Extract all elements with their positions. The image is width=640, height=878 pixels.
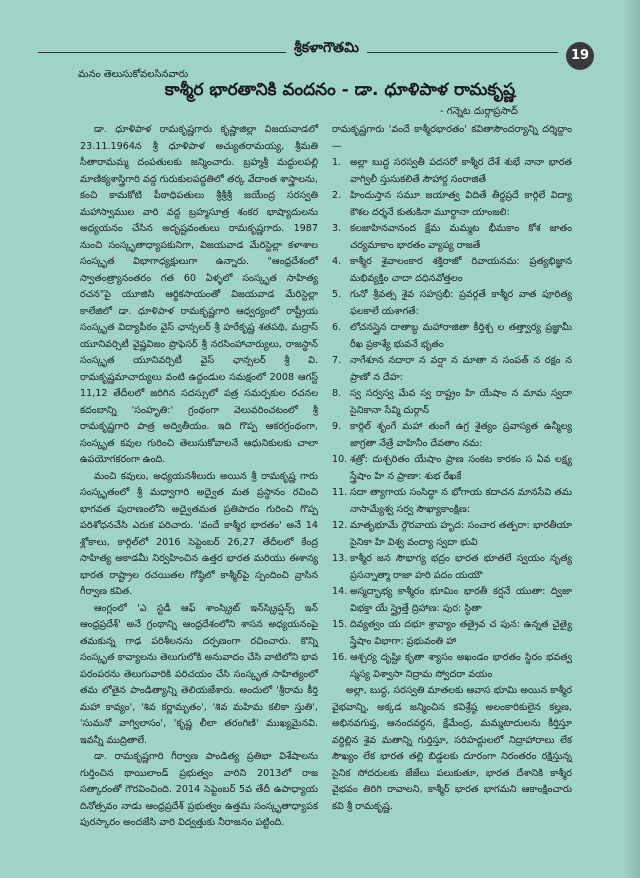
page-header: [38, 40, 598, 64]
verse-text: స్వ సర్వస్వ మేవ స్వ రాష్ట్రం హి యేషాం న మామ స్వదా సైనికానా సేవ్మి దుర్గాన్: [350, 388, 572, 416]
verse-list: [332, 155, 572, 683]
verse-text: శత్రో: దుశ్చరితం యేషాం ప్రాణ సంకట కారకం స ఏవ లక్ష్య స్త్రేషాం హి న ప్రాణా: శుభ రేఖకే: [350, 454, 572, 482]
verse-number: 9.: [332, 421, 342, 432]
verse-number: 13.: [332, 553, 348, 564]
verse-number: 3.: [332, 223, 342, 234]
right-column: [332, 122, 572, 815]
verse-text: అల్లా బుద్ధ సరస్వతీ పదసరో కాశ్మీర దేశే శుభే నానా భారత వాగ్విలీ స్తుసుకలితే సౌహార్ద సంరాజితే: [350, 157, 572, 185]
magazine-title: శ్రీకళాగౌతమి: [286, 40, 367, 59]
verse-text: మాతృభూమే ర్గౌరవాయ హృద: సంచార తత్పరా: భారతీయా సైనికా హి విశ్వ వంద్యా స్వదా భువి: [350, 520, 572, 548]
verse-item: [332, 551, 572, 584]
left-column: [80, 122, 318, 832]
verse-text: హిందుస్తాన సమూ జయాత్వ విదితే తీర్థప్రదే కార్గిలే విద్యా కౌశల దర్శనే కుతుకినా మూర్ధానా యాంజలి:: [350, 190, 572, 218]
paragraph: డా. రామకృష్ణగారి గీర్వాణ పాండిత్య ప్రతిభా విశేషాలను గుర్తించిన థాయిలాండ్ ప్రభుత్వం వారిని 2013లో రాజ సత్కారంతో గౌరవించింది. 2014 సెప్టెంబర్ 5వ తేదీ ఉపాధ్యాయ దినోత్సవం నాడు ఆంధ్రప్రదేశ్ ప్రభుత్వం ఉత్తమ సంస్కృతాధ్యాపక పురస్కారం అందజేసి వారి విద్వత్తుకు నీరాజనం పట్టింది.: [80, 751, 318, 828]
verse-text: కాశ్మీర జన సౌభాగ్య భద్రం భారత భూతలే స్వయం నృత్య ప్రసన్నాత్మా రాజా హరి పదం యయౌ: [350, 553, 572, 581]
verse-item: [332, 617, 572, 650]
verse-item: [332, 320, 572, 353]
verse-item: [332, 287, 572, 320]
article-title: కాశ్మీర భారతానికి వందనం - డా. ధూళిపాళ రామకృష్ణ: [164, 80, 516, 100]
verse-item: [332, 188, 572, 221]
article-byline: - గన్నెట దుర్గాప్రసాద్: [440, 106, 518, 117]
closing-paragraph: అల్లా, బుద్ధ, సరస్వతి మాతలకు ఆవాస భూమి అయిన కాశ్మీర వైభవాన్ని, అక్కడ జన్మించిన కవిశ్రేష్ఠ అలంకారికులైన కల్హణ, అభినవగుప్త, ఆనందవర్ధన, క్షేమేంద్ర, మమ్మటాదులను కీర్తిస్తూ వర్ధిల్లిన శైవ మతాన్ని గుర్తిస్తూ, సరిహద్దులలో నిద్రాహారాలు లేక సౌఖ్యం లేక భారత తల్లి బిడ్డలకు దూరంగా నిరంతరం రక్షిస్తున్న సైనిక సోదరులకు జేజేలు పలుకుతూ, భారత దేశానికి కాశ్మీర వైభవం తిరిగి రావాలని, కాశ్మీర్ భారత భాగమని ఆకాంక్షించారు కవి శ్రీ రామకృష్ణ.: [332, 685, 572, 812]
verse-item: [332, 353, 572, 386]
verse-number: 2.: [332, 190, 342, 201]
verse-item: [332, 584, 572, 617]
verse-number: 12.: [332, 520, 348, 531]
verse-number: 6.: [332, 322, 342, 333]
verse-item: [332, 254, 572, 287]
page-number-badge: 19: [566, 42, 594, 70]
verse-text: దివ్యత్వం య దభూ శ్రావ్యాం తత్రైవ చ పున: ఉన్నత చైత్యై స్త్రేషాం విభాగా: ప్రభువంతి హా: [350, 619, 572, 647]
verse-number: 8.: [332, 388, 342, 399]
verse-item: [332, 650, 572, 683]
verse-text: సదా త్యాగాయ సంసిద్ధా న భోగాయ కదాచన మానసేవి తమ నాసామ్యేశ్వ సర్వ సౌఖ్యాకాంక్షిణ:: [350, 487, 572, 515]
verse-text: కాశ్మీర శైవాలంకార శక్తిరాజో రివాయనమ: ప్రత్యభిజ్ఞాన మభివ్యక్తిం చాదా దధినవోత్తలం: [350, 256, 572, 284]
verse-number: 14.: [332, 586, 348, 597]
page-edge-shadow: [622, 0, 640, 878]
section-kicker: మనం తెలుసుకోవలసినవారు: [78, 69, 189, 80]
verse-number: 15.: [332, 619, 348, 630]
verse-item: [332, 452, 572, 485]
verse-number: 16.: [332, 652, 348, 663]
verse-text: గునో శ్రీవత్స శైవ సహస్రభీ: ప్రవర్గతే కాశ్మీర వాత పూరిత్య ఫలకాలే యశాగతే:: [350, 289, 572, 317]
verse-text: కార్గిల్ శృంగే మహా తుంగే ఉగ్ర శైత్యం ప్రవాస్యత ఉన్మీల్య జాగ్రతా నేత్రే వాహినీం దేవతాం నమ:: [350, 421, 572, 449]
verse-number: 7.: [332, 355, 342, 366]
verse-item: [332, 221, 572, 254]
verse-text: నాగేశూన నదారా న వర్షా న మాతా న సంపత్ న రక్షం న ప్రాణో న దేహ:: [350, 355, 572, 383]
verse-number: 5.: [332, 289, 342, 300]
verse-text: అస్మద్భాభ్య కాశ్మీరం భూమిం భారతీ కర్షనే యుతా: ద్విజా విభక్తా యే స్త్రైత్తే ద్రిహాణ: పుర: స్థితా: [350, 586, 572, 614]
verse-number: 4.: [332, 256, 342, 267]
verse-item: [332, 518, 572, 551]
verse-text: లోచనస్తైన దాతాబ్ధ మహారాజితా కీర్తిశ్చ ల తత్త్వార్య ప్రజ్ఞామీ రీఖ ప్రకాశ్యే భువనే భృతం: [350, 322, 572, 350]
verse-item: [332, 485, 572, 518]
verse-text: ఆశ్చర్య దృష్టిః కృతా శ్యాసం అఖండం భారతం స్థిరం భవత్వ స్మస్య విశ్వాసా నిద్రామ స్వోదరా వయం: [350, 652, 572, 680]
verse-item: [332, 386, 572, 419]
verse-number: 1.: [332, 157, 342, 168]
verse-item: [332, 419, 572, 452]
paragraph: డా. ధూళిపాళ రామకృష్ణగారు కృష్ణాజిల్లా విజయవాడలో 23.11.1964న శ్రీ ధూళిపాళ అచ్యుతరామయ్య, శ్రీమతి సీతారామమ్మ దంపతులకు జన్మించారు. బ్రహ్మశ్రీ మద్దులపల్లి మాణిక్యశాస్త్రిగారి వద్ద గురుకులపద్ధతిలో తర్క వేదాంత శాస్త్రాలను, కంచి కామకోటి పీఠాధిపతులు శ్రీశ్రీశ్రీ జయేంద్ర సరస్వతి మహాస్వాముల వారి వద్ద బ్రహ్మసూత్ర శంకర భాష్యాదులను అధ్యయనం చేసిన అదృష్టవంతులు రామకృష్ణగారు. 1987 నుంచి సంస్కృతాధ్యాపకునిగా, విజయవాడ మేరిస్టెల్లా కళాశాల సంస్కృత విభాగాధ్యక్షులుగా ఉన్నారు. "ఆంధ్రదేశంలో స్వాతంత్ర్యానంతరం గత 60 ఏళ్ళలో సంస్కృత సాహిత్య రచన"పై యూజిసి ఆర్థికసాయంతో విజయవాడ మేరిస్టెల్లా కాలేజిలో డా. ధూళిపాళ రామకృష్ణగారి ఆధ్వర్యంలో రాష్ట్రీయ సంస్కృత విద్యాపీఠం వైస్ ఛాన్సలర్ శ్రీ హరేకృష్ణ శతపథి, మద్రాస్ యూనివర్సిటీ వైష్ణవిజం ప్రొఫెసర్ శ్రీ నరసింహాచార్యులు, రాజస్థాన్ సంస్కృత యూనివర్సిటీ వైస్ ఛాన్సలర్ శ్రీ వి. రామకృష్ణమాచార్యులు వంటి ఉద్దండుల సమక్షంలో 2008 ఆగస్ట్ 11,12 తేదీలలో జరిగిన సదస్సులో పత్ర సమర్పకుల రచనల కదంబాన్ని 'సంహృతి:' గ్రంథంగా వెలువరించటంలో శ్రీ రామకృష్ణగారి పాత్ర అద్వితీయం. ఇది గొప్ప ఆకరగ్రంథంగా, సంస్కృత కవుల గురించి తెలుసుకోవాలనే ఆధునికులకు చాలా ఉపయోగకరంగా ఉంది.: [80, 124, 318, 465]
verse-text: కలజాహినవానంద క్షేమ మమ్మట భీమకాం కోశ జాతం చర్యమాకాం భారతం వ్యాప్య రాజతే: [350, 223, 572, 251]
verse-item: [332, 155, 572, 188]
paragraph: ఆంగ్లంలో 'ఎ స్టడీ ఆఫ్ శాంస్క్రిట్ ఇన్‌స్క్రిప్షన్స్ ఇన్ ఆంధ్రప్రదేశ్' అనే గ్రంథాన్ని ఆంధ్రదేశంలోని శాసన అధ్యయనంపై తమకున్న గాఢ పరిశీలనను దర్పణంగా రచించారు. కొన్ని సంస్కృత కావ్యాలను తెలుగులోకి అనువాదం చేసి వాటిలోని భావ పరంపరను తెలుగువారికి పరిచయం చేసి సంస్కృత సాహిత్యంలో తమ లోతైన పాండిత్యాన్ని తెలియజేశారు. అందులో 'శ్రీరామ కీర్తి మహా కావ్యం', 'శివ కర్ణామృతం', 'శివ మహిమ కలికా స్తుతి', 'సుమనో వాగ్విలాసం', 'కృష్ణ లీలా తరంగిణి' ముఖ్యమైనవి. ఇవన్నీ ముద్రితాలే.: [80, 602, 318, 746]
verses-intro: రామకృష్ణగారు 'వందే కాశ్మీరభారతం' కవితాసౌందర్యాన్ని దర్శిద్దాం—: [332, 124, 572, 152]
paragraph: మంచి కవులు, అధ్యయనశీలురు అయిన శ్రీ రామకృష్ణ గారు సంస్కృతంలో శ్రీ మధ్వాగారి అద్వైత మత ప్రస్థానం రచించి భాగవత పురాణంలోని అద్వైతమత ప్రతిపాదం గురించి గొప్ప పరిశోధనచేసి ఎరుక పరిచారు. 'వందే కాశ్మీర భారతం' అనే 14 శ్లోకాలు, కార్గిల్‌లో 2016 సెప్టెంబర్ 26,27 తేదీలలో కేంద్ర సాహిత్య అకాడమీ నిర్వహించిన ఉత్తర భారత మరియు ఈశాన్య భారత రాష్ట్రాల రచయితల గోష్ఠిలో కాశ్మీర్‌పై స్పందించి వ్రాసిన గీర్వాణ కవిత.: [80, 470, 318, 597]
verse-number: 11.: [332, 487, 348, 498]
verse-number: 10.: [332, 454, 348, 465]
